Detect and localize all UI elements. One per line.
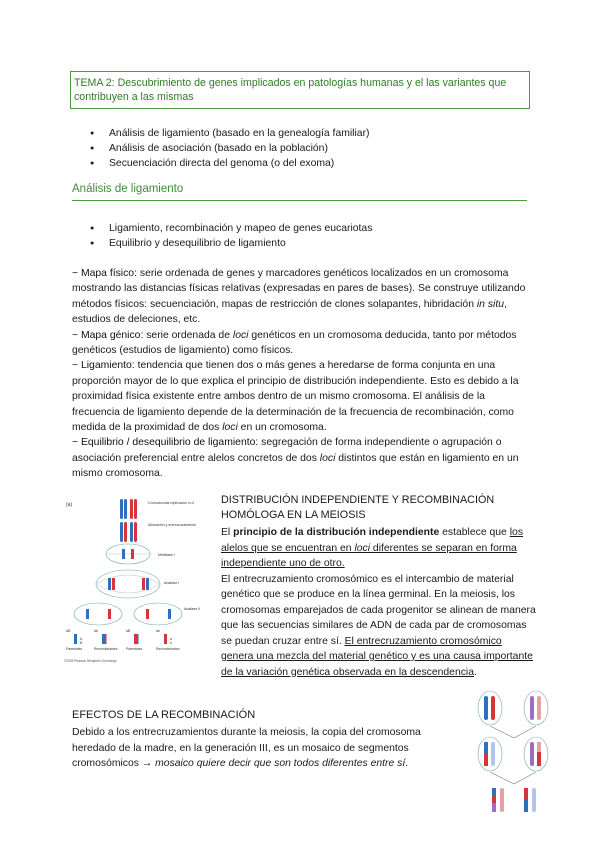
- definitions-block: [72, 266, 532, 482]
- text-underlined: diferentes se separan en forma independiente uno de otro.: [221, 542, 517, 569]
- list-item: ● Equilibrio y desequilibrio de ligamiento: [90, 236, 372, 251]
- distribution-heading: DISTRIBUCIÓN INDEPENDIENTE Y RECOMBINACIÓN HOMÓLOGA EN LA MEIOSIS: [221, 494, 495, 521]
- definition-term: ~ Mapa físico:: [72, 268, 137, 279]
- text-underlined: El entrecruzamiento cromosómico genera una mezcla del material genético y es una causa importante de la variación genética observada en la descendencia: [221, 635, 533, 678]
- text-run: .: [474, 666, 477, 678]
- text-run: Debido a los entrecruzamientos durante la meiosis, la copia del cromosoma heredado de la madre, en la generación III, es un mosaico de segmentos cromosómicos →: [72, 727, 421, 769]
- definition-italic: in situ: [476, 298, 505, 310]
- text-underlined-italic: loci: [354, 542, 371, 554]
- anaphase-two-cell: [74, 603, 122, 625]
- figure-label: Anafase I: [164, 581, 180, 585]
- gene-label: A: [80, 637, 83, 641]
- definition-text: tendencia que tienen dos o más genes a heredarse de forma conjunta en una proporción mayor de lo que explica el principio de distribución independiente. Esto es debido a la proximidad física existente entre ambos dentro de un mismo cromosoma. El análisis de la frecuencia de ligamiento depende de la determinación de la frecuencia de recombinación, como medida de la proximidad de dos: [72, 360, 519, 434]
- text-run: El: [221, 527, 234, 538]
- gene-label: b: [170, 641, 172, 645]
- text-run: El entrecruzamiento cromosómico es el intercambio de material genético que se produce en la línea germinal. En la meiosis, los cromosomas emparejados de cada progenitor se alinean de manera que las secuencias similares de ADN de cada par de cromosomas se puedan cruzar entre sí.: [221, 573, 536, 647]
- list-item: ● Secuenciación directa del genoma (o del exoma): [90, 156, 370, 171]
- list-item: ● Ligamiento, recombinación y mapeo de genes eucariotas: [90, 221, 372, 236]
- gametes: [74, 634, 167, 644]
- list-item: ● Análisis de asociación (basado en la población): [90, 141, 370, 156]
- gene-label: ab: [156, 629, 160, 633]
- gene-label: AB: [66, 629, 71, 633]
- definition-italic: loci: [319, 452, 336, 464]
- meiosis-figure: [64, 496, 214, 666]
- chromosome-pair-top: [120, 499, 137, 519]
- meiosis-diagram: [64, 496, 214, 666]
- figure-label: Recombinantes: [94, 647, 118, 651]
- mosaic-diagram: [470, 690, 558, 820]
- page-title-text: TEMA 2: Descubrimiento de genes implicados en patologías humanas y el las variantes que contribuyen a las mismas: [74, 77, 507, 103]
- definition-text: serie ordenada de genes y marcadores genéticos localizados en un cromosoma mostrando las distancias físicas relativas (expresadas en pares de bases). Se construye utilizando métodos físicos: secuenciación, mapas de restricción de clones solapantes, hibridación: [72, 268, 526, 310]
- anaphase-one-cell: [96, 570, 160, 598]
- text-run: .: [405, 758, 409, 769]
- gene-label: Ab: [94, 629, 99, 633]
- definition-equilibrio: [72, 435, 532, 481]
- section-bullet-list: [90, 221, 372, 251]
- text-underlined: los alelos que se encuentran en: [221, 527, 524, 554]
- definition-text: serie ordenada de: [143, 329, 233, 341]
- definition-text: en un cromosoma.: [237, 422, 327, 434]
- definition-text: segregación de forma independiente o agrupación o asociación preferencial entre alelos concretos de dos: [72, 437, 502, 464]
- anaphase-two-cell: [134, 603, 182, 625]
- distribution-body: [221, 525, 536, 680]
- figure-panel-letter: (a): [66, 502, 73, 508]
- definition-italic: loci: [232, 329, 249, 341]
- list-item: ● Análisis de ligamiento (basado en la genealogía familiar): [90, 126, 370, 141]
- figure-label: Anafase II: [184, 607, 201, 611]
- figure-label: Cromosomas replicados n=4: [148, 501, 194, 505]
- generation-two: [478, 737, 548, 771]
- generation-three: [492, 788, 536, 812]
- definition-text: , estudios de deleciones, etc.: [72, 298, 507, 326]
- definition-term: ~ Ligamiento:: [72, 360, 135, 372]
- figure-label: Parentales: [126, 647, 143, 651]
- gene-label: aB: [126, 629, 131, 633]
- text-italic: mosaico quiere decir que son todos diferentes entre sí: [155, 758, 406, 769]
- text-bold: principio de la distribución independiente: [233, 527, 440, 538]
- text-run: establece que: [439, 527, 510, 538]
- generation-one: [478, 691, 548, 725]
- figure-label: Alineación y entrecruzamiento: [148, 523, 197, 527]
- definition-mapa-fisico: [72, 266, 532, 328]
- distribution-paragraph-1: [221, 525, 536, 572]
- definition-text: genéticos en un cromosoma deducida, tanto por métodos genéticos (estudios de ligamiento) como físicos.: [72, 329, 517, 357]
- intro-bullet-list: [90, 126, 370, 171]
- definition-text: distintos que están en ligamiento en un mismo cromosoma.: [72, 452, 519, 480]
- page-title: [70, 71, 530, 109]
- definition-term: ~ Equilibrio / desequilibrio de ligamiento:: [72, 437, 259, 449]
- recombination-mosaic-figure: [470, 690, 558, 820]
- effects-body: [72, 725, 432, 772]
- figure-label: Parentales: [66, 647, 83, 651]
- effects-heading: EFECTOS DE LA RECOMBINACIÓN: [72, 709, 256, 721]
- figure-label: Recombinantes: [156, 647, 180, 651]
- chromosome-crossover: [120, 522, 137, 542]
- gene-label: a: [170, 637, 172, 641]
- definition-ligamiento: [72, 358, 532, 435]
- figure-label: Metafase I: [158, 553, 175, 557]
- definition-term: ~ Mapa génico:: [72, 329, 144, 341]
- definition-italic: loci: [222, 422, 238, 434]
- section-heading: Análisis de ligamiento: [72, 183, 527, 201]
- distribution-paragraph-2: [221, 572, 536, 681]
- gene-label: B: [80, 641, 83, 645]
- definition-mapa-genico: [72, 328, 532, 359]
- figure-credit: ©2009 Pearson Benjamin Cummings: [64, 659, 117, 663]
